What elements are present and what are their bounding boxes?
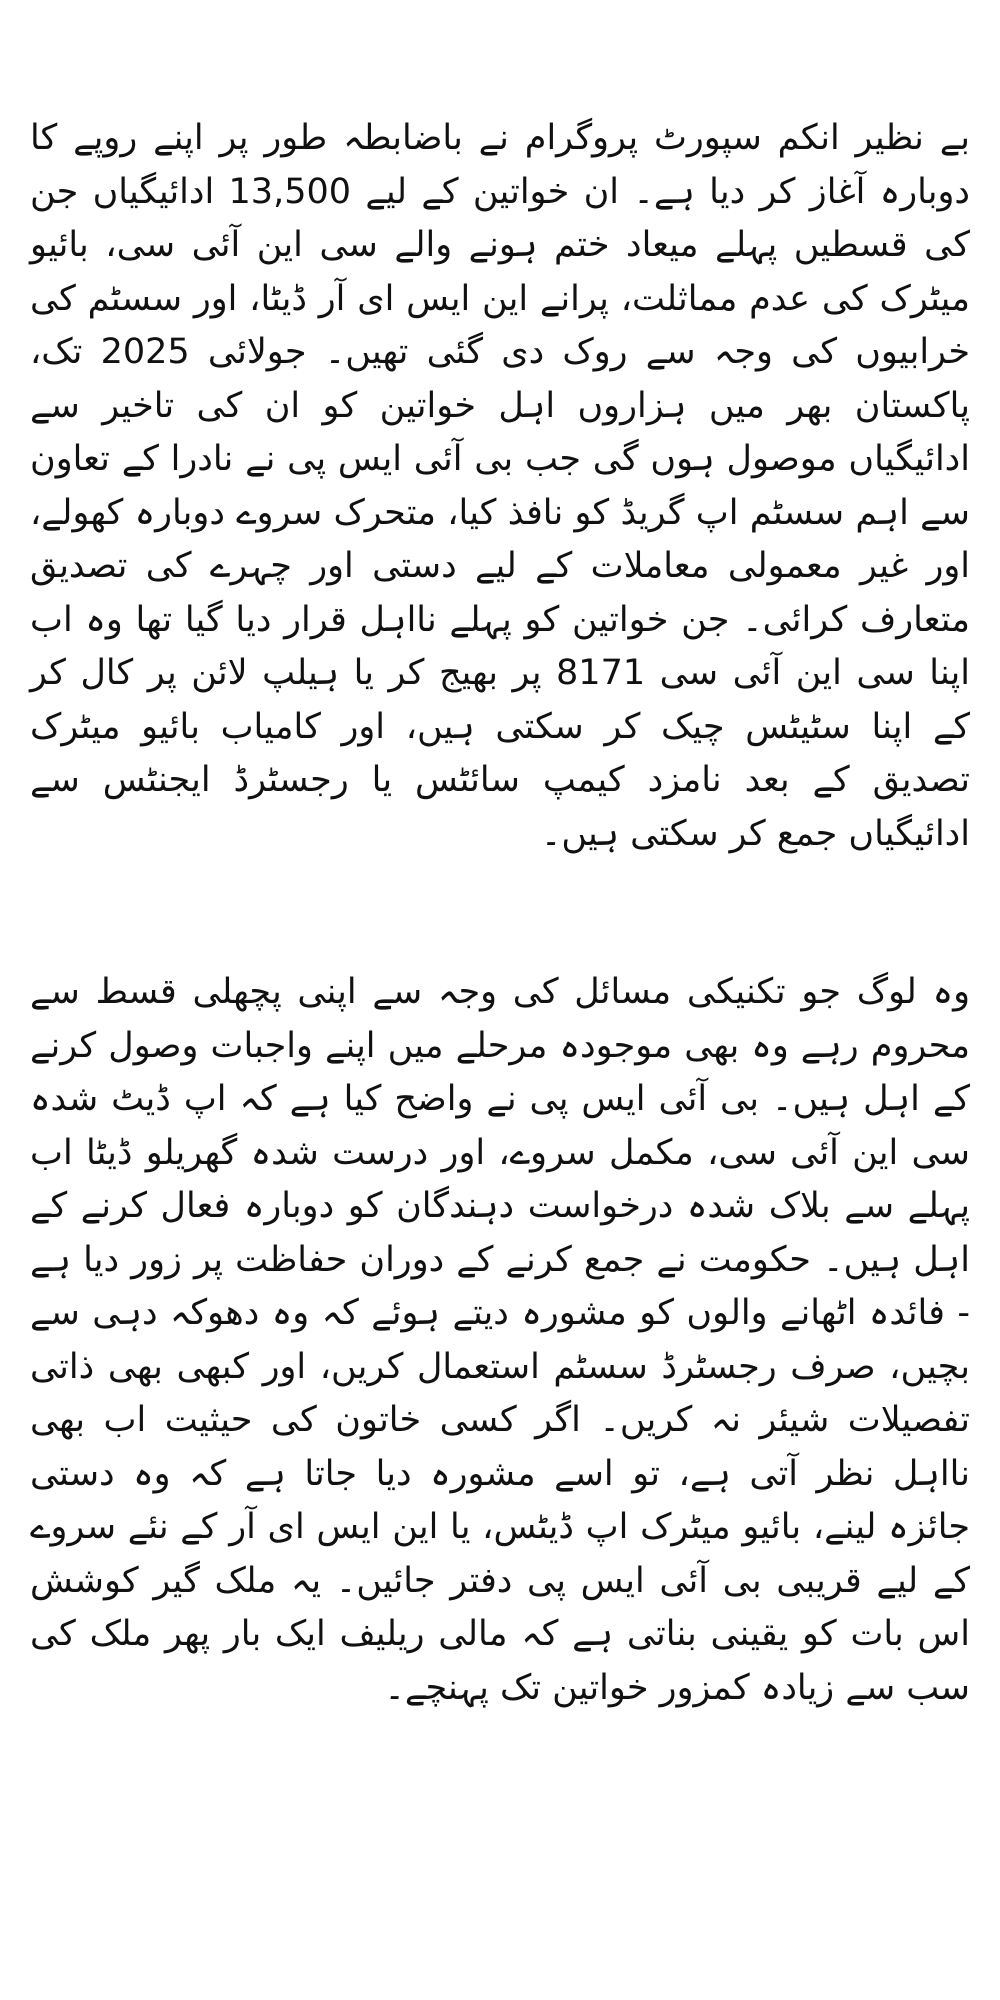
article-paragraph-2: وہ لوگ جو تکنیکی مسائل کی وجہ سے اپنی پچھلی قسط سے محروم رہے وہ بھی موجودہ مرحلے میں اپنے واجبات وصول کرنے کے اہل ہیں۔ بی آئی ایس پی نے واضح کیا ہے کہ اپ ڈیٹ شدہ سی این آئی سی، مکمل سروے، اور درست شدہ گھریلو ڈیٹا اب پہلے سے بلاک شدہ درخواست دہندگان کو دوبارہ فعال کرنے کے اہل ہیں۔ حکومت نے جمع کرنے کے دوران حفاظت پر زور دیا ہے - فائدہ اٹھانے والوں کو مشورہ دیتے ہوئے کہ وہ دھوکہ دہی سے بچیں، صرف رجسٹرڈ سسٹم استعمال کریں، اور کبھی بھی ذاتی تفصیلات شیئر نہ کریں۔ اگر کسی خاتون کی حیثیت اب بھی نااہل نظر آتی ہے، تو اسے مشورہ دیا جاتا ہے کہ وہ دستی جائزہ لینے، بائیو میٹرک اپ ڈیٹس، یا این ایس ای آر کے نئے سروے کے لیے قریبی بی آئی ایس پی دفتر جائیں۔ یہ ملک گیر کوشش اس بات کو یقینی بناتی ہے کہ مالی ریلیف ایک بار پھر ملک کی سب سے زیادہ کمزور خواتین تک پہنچے۔ xyxy=(30,972,970,1708)
article-paragraph-1: بے نظیر انکم سپورٹ پروگرام نے باضابطہ طور پر اپنے روپے کا دوبارہ آغاز کر دیا ہے۔ ان خواتین کے لیے 13,500 ادائیگیاں جن کی قسطیں پہلے میعاد ختم ہونے والے سی این آئی سی، بائیو میٹرک کی عدم مماثلت، پرانے این ایس ای آر ڈیٹا، اور سسٹم کی خرابیوں کی وجہ سے روک دی گئی تھیں۔ جولائی 2025 تک، پاکستان بھر میں ہزاروں اہل خواتین کو ان کی تاخیر سے ادائیگیاں موصول ہوں گی جب بی آئی ایس پی نے نادرا کے تعاون سے اہم سسٹم اپ گریڈ کو نافذ کیا، متحرک سروے دوبارہ کھولے، اور غیر معمولی معاملات کے لیے دستی اور چہرے کی تصدیق متعارف کرائی۔ جن خواتین کو پہلے نااہل قرار دیا گیا تھا وہ اب اپنا سی این آئی سی 8171 پر بھیج کر یا ہیلپ لائن پر کال کر کے اپنا سٹیٹس چیک کر سکتی ہیں، اور کامیاب بائیو میٹرک تصدیق کے بعد نامزد کیمپ سائٹس یا رجسٹرڈ ایجنٹس سے ادائیگیاں جمع کر سکتی ہیں۔ xyxy=(30,118,971,854)
